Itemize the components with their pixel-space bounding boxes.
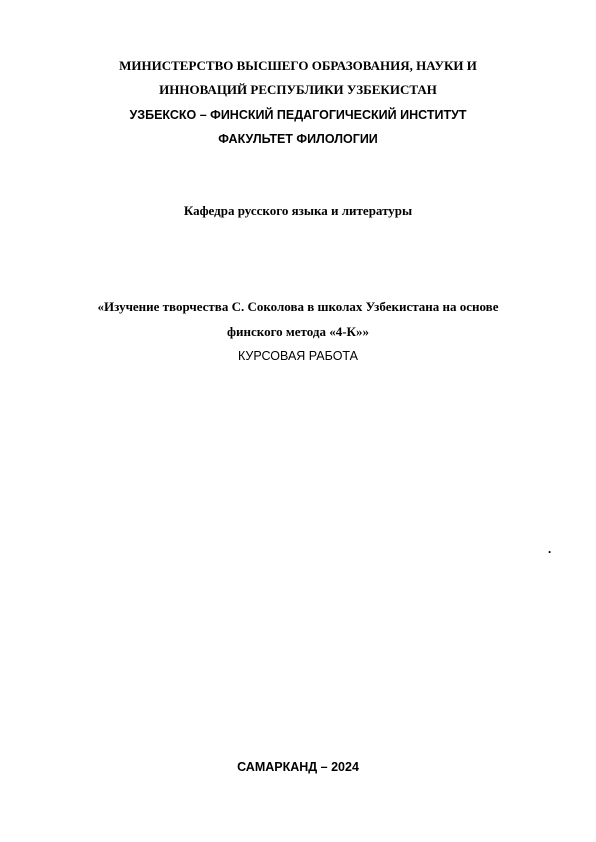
work-title-line-1: «Изучение творчества С. Соколова в школах Узбекистана на основе — [97, 299, 499, 314]
institute-name: УЗБЕКСКО – ФИНСКИЙ ПЕДАГОГИЧЕСКИЙ ИНСТИТУТ — [129, 108, 467, 122]
faculty-name: ФАКУЛЬТЕТ ФИЛОЛОГИИ — [218, 132, 378, 146]
ministry-title-line-1: МИНИСТЕРСТВО ВЫСШЕГО ОБРАЗОВАНИЯ, НАУКИ И — [119, 58, 477, 73]
department-name: Кафедра русского языка и литературы — [183, 203, 413, 218]
stray-mark: . — [548, 541, 552, 556]
ministry-title-line-2: ИННОВАЦИЙ РЕСПУБЛИКИ УЗБЕКИСТАН — [159, 82, 437, 97]
work-type: КУРСОВАЯ РАБОТА — [238, 349, 358, 363]
work-title-line-2: финского метода «4-К»» — [227, 324, 369, 339]
city-year: САМАРКАНД – 2024 — [237, 760, 359, 774]
